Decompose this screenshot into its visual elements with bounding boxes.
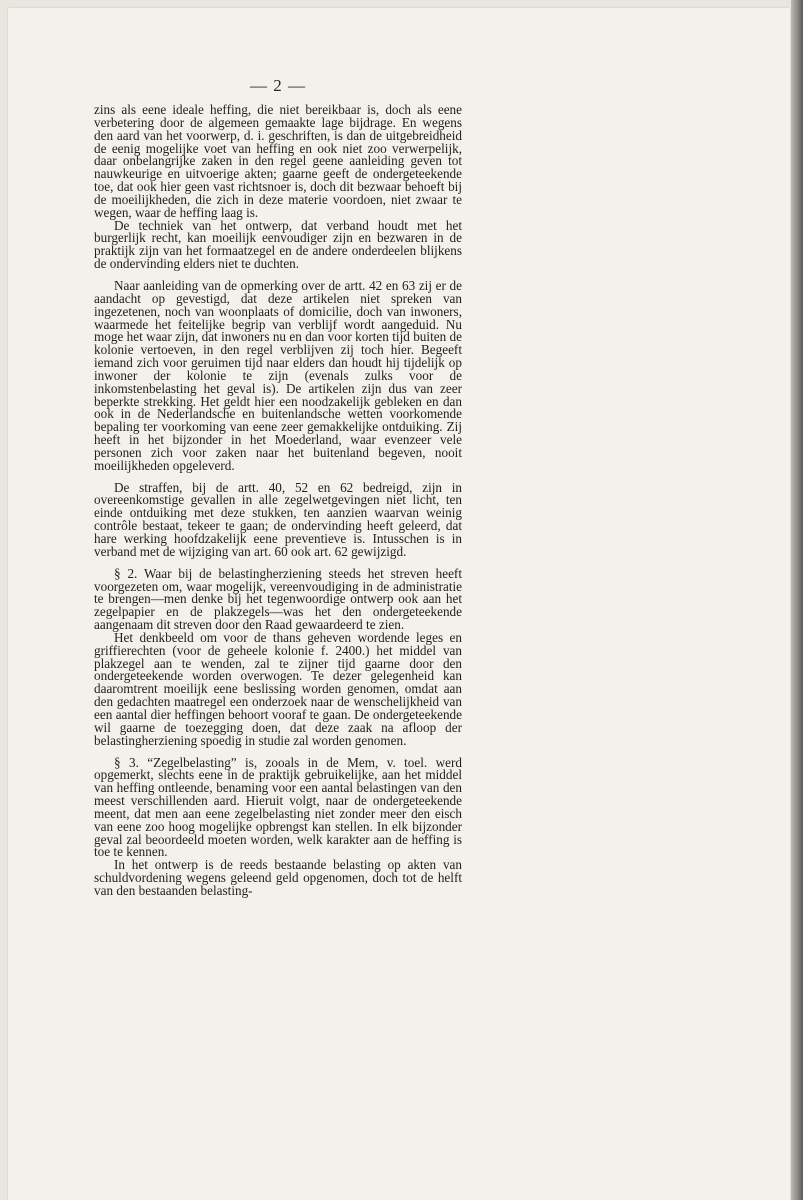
paragraph-8: In het ontwerp is de reeds bestaande belasting op akten van schuldvordening wegens geleend geld opgenomen, doch tot de helft van den bestaanden belasting- <box>94 857 462 898</box>
paragraph-5: § 2. Waar bij de belastingherziening steeds het streven heeft voorgezeten om, waar mogelijk, vereenvoudiging in de administratie te brengen—men denke bij het tegenwoordige ontwerp ook aan het zegelpapier en de plakzegels—was het den ondergeteekende aangenaam dit streven door den Raad gewaardeerd te zien. <box>94 565 462 633</box>
body-text <box>94 104 462 898</box>
paragraph-7: § 3. “Zegelbelasting” is, zooals in de Mem, v. toel. werd opgemerkt, slechts eene in de praktijk gebruikelijke, aan het middel van heffing ontleende, benaming voor een aantal belastingen van den meest verschillenden aard. Hieruit volgt, naar de ondergeteekende meent, dat men aan eene zegelbelasting niet zonder meer den eisch van eene zoo hoog mogelijke opbrengst kan stellen. In elk bijzonder geval zal beoordeeld moeten worden, welk karakter aan de heffing is toe te kennen. <box>94 754 462 860</box>
document-page <box>8 8 790 1200</box>
page-edge-shadow <box>791 0 803 1200</box>
paragraph-3: Naar aanleiding van de opmerking over de artt. 42 en 63 zij er de aandacht op gevestigd, dat deze artikelen niet spreken van ingezetenen, noch van woonplaats of domicilie, doch van inwoners, waarmede het feitelijke begrip van verblijf wordt aangeduid. Nu moge het waar zijn, dat inwoners nu en dan voor korten tijd buiten de kolonie vertoeven, in den regel verblijven zij toch hier. Begeeft iemand zich voor geruimen tijd naar elders dan houdt hij tijdelijk op inwoner der kolonie te zijn (evenals zulks voor de inkomstenbelasting het geval is). De artikelen zijn dus van zeer beperkte strekking. Het geldt hier een noodzakelijk gebleken en dan ook in de Nederlandsche en buitenlandsche wetten voorkomende bepaling ter voorkoming van eene zeer gemakkelijke ontduiking. Zij heeft in het bijzonder in het Moederland, waar evenzeer vele personen zich voor zaken naar het buitenland begeven, nooit moeilijkheden opgeleverd. <box>94 277 462 473</box>
paragraph-1: zins als eene ideale heffing, die niet bereikbaar is, doch als eene verbetering door de algemeen gemaakte lage bijdrage. En wegens den aard van het voorwerp, d. i. geschriften, is dan de uitgebreidheid de eenig mogelijke voet van heffing en ook niet zoo verwerpelijk, daar onbelangrijke zaken in den regel geene aanleiding geven tot nauwkeurige en uitvoerige akten; gaarne geeft de ondergeteekende toe, dat ook hier geen vast richtsnoer is, doch dit bezwaar behoeft bij de moeilijkheden, die zich in deze materie voordoen, niet zwaar te wegen, waar de heffing laag is. <box>94 102 462 220</box>
paragraph-2: De techniek van het ontwerp, dat verband houdt met het burgerlijk recht, kan moeilijk eenvoudiger zijn en bezwaren in de praktijk zijn van het formaatzegel en de andere onderdeelen blijkens de ondervinding elders niet te duchten. <box>94 217 462 272</box>
page-number: — 2 — <box>250 76 306 95</box>
paragraph-4: De straffen, bij de artt. 40, 52 en 62 bedreigd, zijn in overeenkomstige gevallen in alle zegelwetgevingen niet licht, ten einde ontduiking met deze stukken, ten aanzien waarvan weinig contrôle bestaat, tekeer te gaan; de ondervinding heeft geleerd, dat hare werking hoofdzakelijk eene preventieve is. Intusschen is in verband met de wijziging van art. 60 ook art. 62 gewijzigd. <box>94 479 462 559</box>
paragraph-6: Het denkbeeld om voor de thans geheven wordende leges en griffierechten (voor de geheele kolonie f. 2400.) het middel van plakzegel aan te wenden, zal te zijner tijd gaarne door den ondergeteekende worden overwogen. Te dezer gelegenheid kan daaromtrent moeilijk eene beslissing worden genomen, omdat aan den gedachten maatregel een onderzoek naar de wenschelijkheid van een aantal dier heffingen behoort vooraf te gaan. De ondergeteekende wil gaarne de toezegging doen, dat deze zaak na afloop der belastingherziening spoedig in studie zal worden genomen. <box>94 629 462 748</box>
